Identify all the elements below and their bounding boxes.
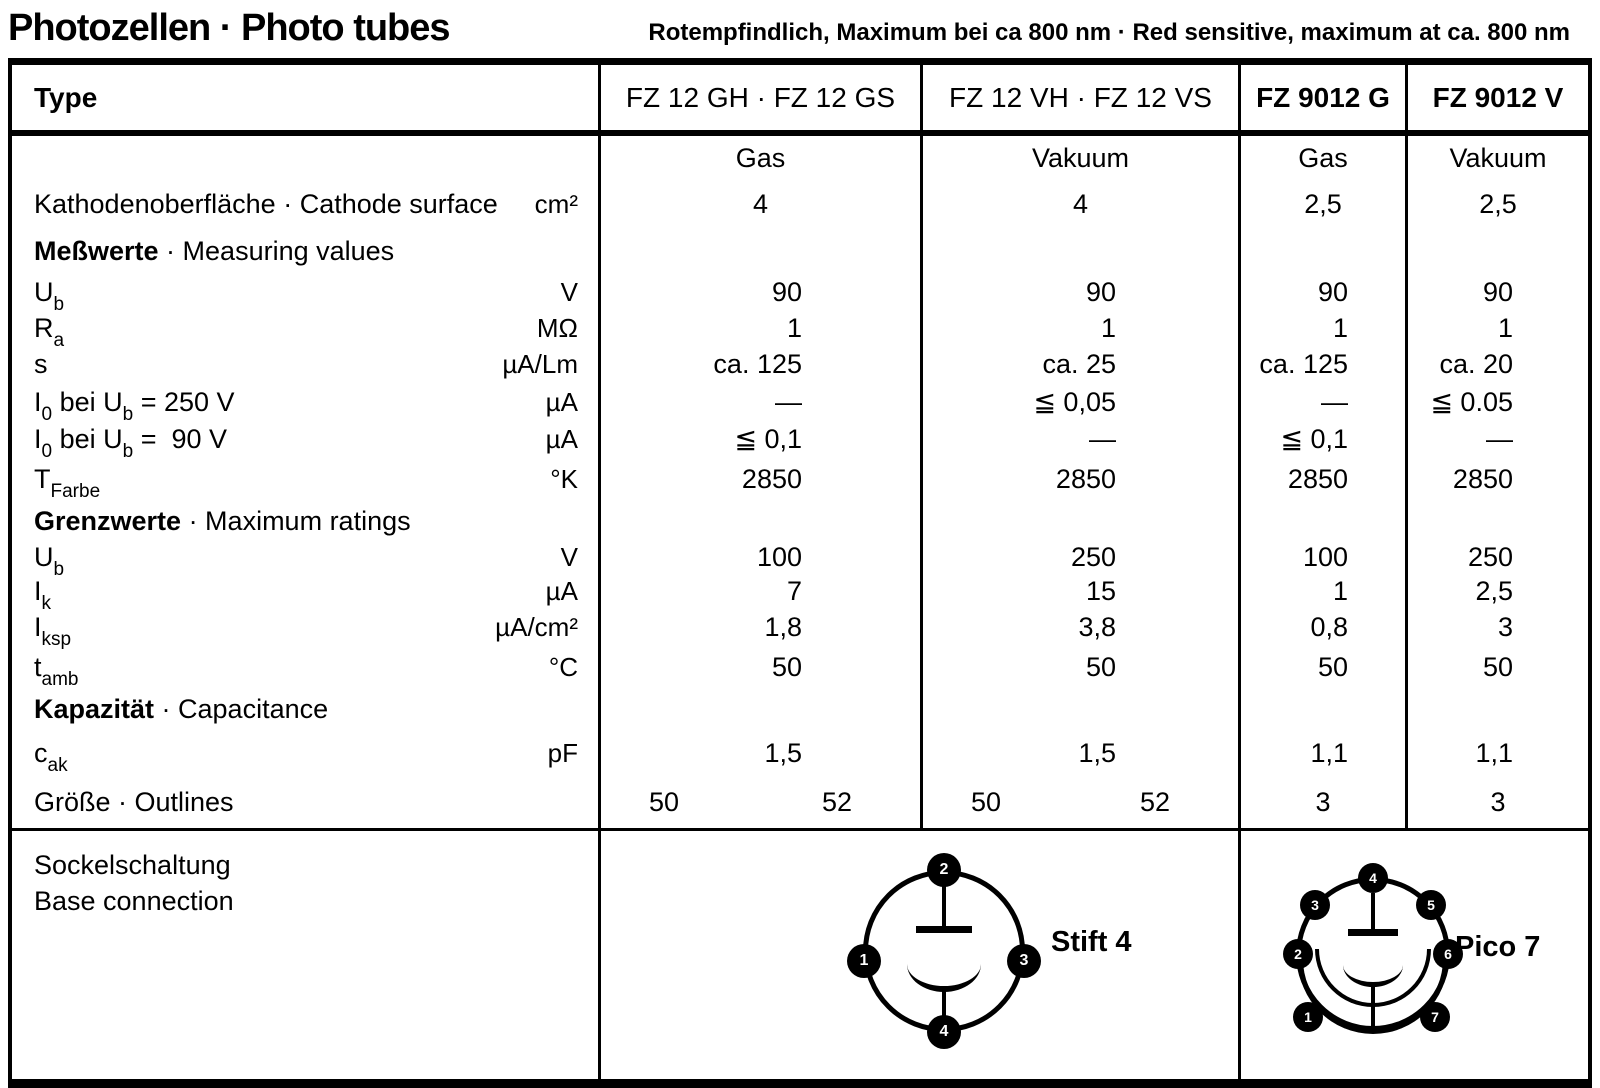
section-header-capacitance: [12, 688, 1588, 731]
unit-label: µA/cm²: [495, 612, 578, 642]
value-cell: [598, 228, 920, 274]
table-row-cathode-surface: [12, 180, 1588, 228]
pin-7: 7: [1420, 1002, 1450, 1032]
anode-lead: [942, 886, 946, 928]
value-cell: 2850: [920, 458, 1238, 501]
value-cell: 100: [598, 541, 920, 574]
unit-label: µA: [545, 386, 578, 417]
column-header-fz9012g: FZ 9012 G: [1238, 65, 1405, 130]
base-diagram-cell-stift4: [598, 831, 1238, 1079]
value-cell: [1238, 501, 1405, 541]
photo-tube-table: [8, 58, 1592, 1088]
section-header-maximum-ratings: [12, 501, 1588, 541]
table-header-row: [12, 65, 1588, 136]
column-header-fz12v: FZ 12 VH · FZ 12 VS: [920, 65, 1238, 130]
value-cell: [1238, 688, 1405, 731]
unit-label: °K: [550, 464, 578, 494]
symbol-subscript: b: [53, 559, 65, 580]
section-label-bold: Grenzwerte: [34, 505, 182, 536]
value-cell: 3,8: [920, 609, 1238, 646]
value-cell: 2,5: [1405, 180, 1588, 228]
section-label: [12, 228, 598, 274]
outline-number: 50: [649, 786, 680, 817]
unit-label: µA/Lm: [502, 349, 578, 379]
row-label: [12, 646, 598, 688]
value-cell: —: [1405, 421, 1588, 458]
row-label: [12, 776, 598, 828]
symbol-subscript: ak: [47, 755, 68, 776]
anode-lead: [1371, 893, 1375, 931]
value-cell: 250: [920, 541, 1238, 574]
value-cell: ca. 25: [920, 346, 1238, 383]
base-connection-label-en: Base connection: [34, 886, 234, 916]
value-cell: 1,5: [920, 731, 1238, 776]
value-cell: [1405, 501, 1588, 541]
table-row-sensitivity: [12, 346, 1588, 383]
value-cell: [1238, 228, 1405, 274]
value-cell: 1,8: [598, 609, 920, 646]
table-row-outlines: [12, 776, 1588, 831]
symbol-subscript: b: [53, 294, 65, 315]
symbol: c: [34, 738, 48, 768]
symbol: T: [34, 464, 51, 494]
value-cell: [920, 776, 1238, 828]
unit-label: V: [560, 277, 578, 307]
unit-label: µA: [545, 576, 578, 606]
cathode-lead: [1371, 985, 1375, 1029]
value-cell: ca. 125: [598, 346, 920, 383]
table-row-i0-90v: [12, 421, 1588, 462]
table-row-cak: [12, 731, 1588, 776]
value-cell: [598, 501, 920, 541]
value-cell: 1: [598, 311, 920, 346]
page-subtitle: Rotempfindlich, Maximum bei ca 800 nm · Red sensitive, maximum at ca. 800 nm: [648, 19, 1570, 46]
row-label-text: Kathodenoberfläche · Cathode surface: [34, 188, 498, 219]
row-label: [12, 180, 598, 228]
table-row-i0-250v: [12, 383, 1588, 425]
symbol: I: [34, 386, 42, 417]
section-label-bold: Kapazität: [34, 694, 155, 724]
base-connection-section: [12, 831, 1588, 1079]
row-label: [12, 731, 598, 776]
value-cell: 3: [1405, 776, 1588, 828]
base-connection-label-de: Sockelschaltung: [34, 850, 231, 880]
anode-plate: [916, 926, 972, 933]
table-body: [12, 136, 1588, 831]
pin-4: 4: [927, 1015, 961, 1049]
symbol: bei U: [52, 386, 123, 417]
symbol-subscript: 0: [41, 403, 53, 425]
pin-5: 5: [1416, 890, 1446, 920]
value-cell: Gas: [598, 136, 920, 180]
section-label-rest: · Maximum ratings: [181, 505, 411, 536]
section-label: [12, 501, 598, 541]
outline-number: 52: [821, 786, 852, 817]
pin-1: 1: [847, 944, 881, 978]
table-row-iksp: [12, 609, 1588, 650]
base-diagram-cell-pico7: [1238, 831, 1588, 1079]
value-cell: [1405, 228, 1588, 274]
stift4-base-diagram: [839, 846, 1049, 1056]
base-type-label-pico7: Pico 7: [1455, 931, 1541, 963]
symbol-subscript: Farbe: [50, 481, 101, 502]
row-label: [12, 421, 598, 462]
pin-1: 1: [1293, 1002, 1323, 1032]
unit-label: °C: [548, 651, 578, 682]
pin-3: 3: [1007, 944, 1041, 978]
value-cell: —: [920, 421, 1238, 458]
value-cell: 1: [1405, 311, 1588, 346]
value-cell: 250: [1405, 541, 1588, 574]
table-row-color-temperature: [12, 458, 1588, 501]
value-cell: Gas: [1238, 136, 1405, 180]
value-cell: 100: [1238, 541, 1405, 574]
value-cell: 50: [920, 646, 1238, 688]
value-cell: 2,5: [1405, 574, 1588, 609]
symbol: I: [34, 424, 42, 454]
symbol: s: [34, 349, 48, 379]
value-cell: ≦ 0,1: [1238, 421, 1405, 458]
value-cell: Vakuum: [920, 136, 1238, 180]
value-cell: ≦ 0.05: [1405, 383, 1588, 421]
unit-label: V: [560, 542, 578, 572]
value-cell: 50: [1238, 646, 1405, 688]
value-cell: —: [1238, 383, 1405, 421]
symbol: t: [34, 651, 42, 682]
row-label: [12, 274, 598, 315]
value-cell: —: [598, 383, 920, 421]
symbol-subscript: a: [53, 330, 65, 351]
value-cell: 50: [598, 646, 920, 688]
value-cell: [1405, 688, 1588, 731]
table-row-ra: [12, 311, 1588, 351]
outline-number: 52: [1139, 786, 1170, 817]
value-cell: 90: [920, 274, 1238, 311]
value-cell: 2850: [1238, 458, 1405, 501]
value-cell: 1: [920, 311, 1238, 346]
value-cell: 7: [598, 574, 920, 609]
anode-plate: [1348, 929, 1398, 936]
value-cell: 2850: [1405, 458, 1588, 501]
symbol: U: [34, 277, 54, 307]
value-cell: 3: [1238, 776, 1405, 828]
pin-6: 6: [1433, 939, 1463, 969]
symbol: I: [34, 576, 42, 606]
value-cell: 90: [1238, 274, 1405, 311]
value-cell: 3: [1405, 609, 1588, 646]
pin-3: 3: [1300, 890, 1330, 920]
pin-2: 2: [1283, 939, 1313, 969]
row-label: [12, 609, 598, 650]
symbol: U: [34, 542, 54, 572]
symbol-subscript: 0: [41, 441, 53, 462]
value-cell: Vakuum: [1405, 136, 1588, 180]
row-label: [12, 136, 598, 180]
symbol-subscript: amb: [41, 668, 79, 690]
value-cell: [598, 776, 920, 828]
section-header-measuring-values: [12, 228, 1588, 274]
value-cell: 90: [1405, 274, 1588, 311]
value-cell: [920, 501, 1238, 541]
page-title: Photozellen · Photo tubes: [8, 7, 450, 49]
row-label-text: Größe · Outlines: [34, 786, 234, 817]
value-cell: 0,8: [1238, 609, 1405, 646]
base-type-label-stift4: Stift 4: [1051, 926, 1132, 958]
table-row-ub-maximum: [12, 541, 1588, 580]
column-header-type: Type: [34, 81, 98, 113]
value-cell: 1,1: [1238, 731, 1405, 776]
base-connection-label-cell: [12, 831, 598, 1079]
symbol: I: [34, 612, 42, 642]
unit-label: µA: [545, 424, 578, 454]
value-cell: 2850: [598, 458, 920, 501]
value-cell: ≦ 0,05: [920, 383, 1238, 421]
symbol: = 250 V: [133, 386, 235, 417]
row-label: [12, 541, 598, 580]
pin-2: 2: [927, 853, 961, 887]
value-cell: 4: [598, 180, 920, 228]
table-row-ik: [12, 574, 1588, 614]
symbol: R: [34, 313, 54, 343]
symbol: = 90 V: [133, 424, 228, 454]
section-label-rest: · Capacitance: [154, 694, 329, 724]
table-row-tamb: [12, 646, 1588, 688]
outline-number: 50: [971, 786, 1002, 817]
value-cell: 90: [598, 274, 920, 311]
pico7-base-diagram: [1271, 857, 1481, 1057]
table-row-filling: [12, 136, 1588, 180]
value-cell: 2,5: [1238, 180, 1405, 228]
symbol-subscript: b: [122, 441, 134, 462]
cathode-lead: [942, 990, 946, 1018]
row-label: [12, 311, 598, 351]
value-cell: 1,1: [1405, 731, 1588, 776]
unit-label: cm²: [534, 188, 578, 219]
value-cell: 1: [1238, 574, 1405, 609]
symbol-subscript: ksp: [41, 629, 72, 650]
pin-4: 4: [1358, 863, 1388, 893]
unit-label: MΩ: [536, 313, 578, 343]
value-cell: [920, 228, 1238, 274]
row-label: [12, 383, 598, 425]
masthead: [0, 0, 1600, 58]
value-cell: 50: [1405, 646, 1588, 688]
value-cell: [598, 688, 920, 731]
value-cell: ≦ 0,1: [598, 421, 920, 458]
value-cell: ca. 20: [1405, 346, 1588, 383]
section-label: [12, 688, 598, 731]
value-cell: 1,5: [598, 731, 920, 776]
section-label-rest: · Measuring values: [158, 235, 395, 266]
symbol-subscript: b: [122, 403, 134, 425]
value-cell: [920, 688, 1238, 731]
row-label: [12, 346, 598, 383]
value-cell: 15: [920, 574, 1238, 609]
column-header-fz9012v: FZ 9012 V: [1405, 65, 1588, 130]
row-label: [12, 458, 598, 501]
section-label-bold: Meßwerte: [34, 235, 159, 266]
column-header-fz12g: FZ 12 GH · FZ 12 GS: [598, 65, 920, 130]
symbol-subscript: k: [41, 593, 52, 614]
table-row-ub-measuring: [12, 274, 1588, 315]
row-label: [12, 574, 598, 614]
value-cell: 4: [920, 180, 1238, 228]
symbol: bei U: [52, 424, 123, 454]
unit-label: pF: [547, 738, 578, 768]
value-cell: 1: [1238, 311, 1405, 346]
value-cell: ca. 125: [1238, 346, 1405, 383]
